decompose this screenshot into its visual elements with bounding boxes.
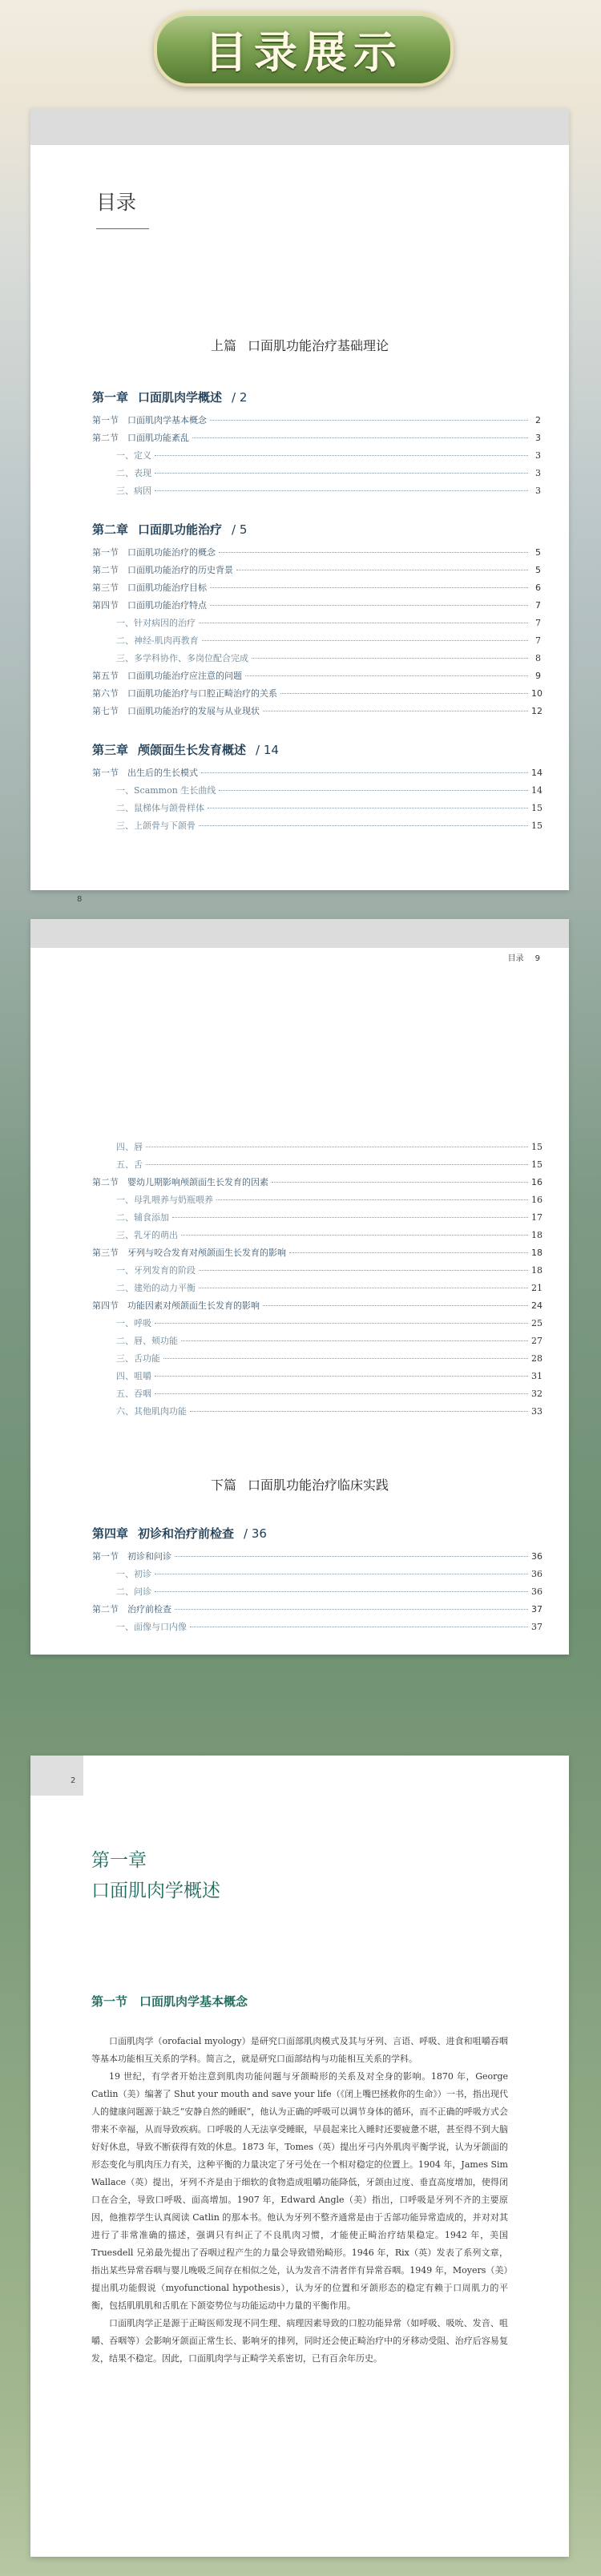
dot-leader — [210, 420, 528, 421]
toc-section-row[interactable] — [92, 581, 541, 599]
toc-subsection-row[interactable] — [92, 449, 541, 466]
toc-subsection-row[interactable] — [92, 1567, 541, 1585]
toc-section-row[interactable] — [92, 1550, 541, 1567]
dot-leader — [210, 587, 528, 588]
entry-title: 二、表现 — [116, 468, 151, 478]
dot-leader — [155, 1393, 528, 1394]
dot-leader — [155, 1591, 528, 1592]
paragraph: 口面肌肉学（orofacial myology）是研究口面部肌肉模式及其与牙列、言语、呼吸、进食和咀嚼吞咽等基本功能相互关系的学科。简言之，就是研究口面部结构与功能相互关系的学科。 — [91, 2036, 508, 2064]
entry-page-number: 16 — [531, 1177, 543, 1187]
toc-subsection-row[interactable] — [92, 1193, 541, 1211]
entry-title: 治疗前检查 — [127, 1604, 171, 1615]
toc-subsection-row[interactable] — [92, 466, 541, 484]
dot-leader — [263, 711, 528, 712]
page-number-tab — [30, 1756, 83, 1796]
dot-leader — [181, 1235, 528, 1236]
dot-leader — [252, 658, 528, 659]
dot-leader — [172, 1217, 528, 1218]
section-number: 第二节 — [92, 433, 119, 443]
dot-leader — [190, 1411, 528, 1412]
entry-title: 口面肌功能治疗特点 — [127, 600, 207, 611]
chapter-title: 颅颌面生长发育概述 — [138, 743, 247, 757]
entry-title: 二、问诊 — [116, 1586, 151, 1597]
entry-page-number: 7 — [535, 618, 541, 628]
entry-page-number: 5 — [535, 565, 541, 575]
part-title-lower — [30, 1475, 569, 1494]
toc-section-row[interactable] — [92, 1175, 541, 1193]
entry-title: 三、乳牙的萌出 — [116, 1230, 178, 1240]
toc-page-2 — [30, 919, 569, 1655]
running-head — [497, 951, 540, 963]
chapter-title: 口面肌肉学概述 — [138, 390, 223, 405]
entry-page-number: 10 — [531, 688, 543, 699]
toc-subsection-row[interactable] — [92, 1281, 541, 1299]
section-number: 第二节 — [92, 1177, 119, 1187]
entry-title: 口面肌功能治疗目标 — [127, 583, 207, 593]
entry-page-number: 7 — [535, 600, 541, 611]
entry-title: 三、病因 — [116, 486, 151, 496]
entry-title: 出生后的生长模式 — [127, 768, 198, 778]
entry-title: 三、多学科协作、多岗位配合完成 — [116, 653, 248, 663]
entry-page-number: 3 — [535, 486, 541, 496]
entry-title: 一、呼吸 — [116, 1318, 151, 1328]
toc-subsection-row[interactable] — [92, 801, 541, 819]
part-name: 口面肌功能治疗临床实践 — [248, 1477, 389, 1493]
toc-subsection-row[interactable] — [92, 1211, 541, 1228]
chapter-page: / 14 — [256, 743, 279, 757]
section-title: 第一节 口面肌肉学基本概念 — [91, 1994, 248, 2009]
toc-section-row[interactable] — [92, 687, 541, 704]
section-number: 第五节 — [92, 671, 119, 681]
entry-page-number: 6 — [535, 583, 541, 593]
dot-leader — [272, 1182, 528, 1183]
entry-title: 二、建殆的动力平衡 — [116, 1283, 196, 1293]
toc-subsection-row[interactable] — [92, 484, 541, 502]
section-number: 第二节 — [92, 565, 119, 575]
entry-title: 牙列与咬合发育对颅颌面生长发育的影响 — [127, 1248, 286, 1258]
entry-title: 一、针对病因的治疗 — [116, 618, 196, 628]
dot-leader — [202, 640, 528, 641]
entry-page-number: 3 — [535, 433, 541, 443]
entry-page-number: 28 — [531, 1353, 543, 1364]
entry-title: 口面肌功能治疗应注意的问题 — [127, 671, 242, 681]
toc-heading: 目录 — [96, 191, 137, 214]
chapter-title: 口面肌肉学概述 — [91, 1881, 220, 1901]
chapter-page: / 36 — [244, 1526, 267, 1541]
entry-title: 一、面像与口内像 — [116, 1622, 187, 1632]
toc-section-row[interactable] — [92, 599, 541, 616]
toc-subsection-row[interactable] — [92, 1352, 541, 1369]
toc-page-1 — [30, 108, 569, 904]
entry-page-number: 25 — [531, 1318, 543, 1328]
toc-section-row[interactable] — [92, 546, 541, 563]
chapter-title: 初诊和治疗前检查 — [138, 1526, 235, 1541]
entry-page-number: 18 — [531, 1265, 543, 1276]
dot-leader — [201, 772, 528, 773]
entry-page-number: 5 — [535, 547, 541, 558]
dot-leader — [155, 1323, 528, 1324]
toc-subsection-row[interactable] — [92, 616, 541, 634]
page-number: 2 — [71, 1776, 76, 1785]
section-number: 第三节 — [92, 1248, 119, 1258]
entry-page-number: 27 — [531, 1336, 543, 1346]
entry-page-number: 17 — [531, 1212, 543, 1223]
toc-heading-rule — [96, 228, 149, 229]
entry-title: 一、牙列发育的阶段 — [116, 1265, 196, 1276]
entry-page-number: 33 — [531, 1406, 543, 1417]
section-number: 第四节 — [92, 1300, 119, 1311]
paragraph: 19 世纪，有学者开始注意到肌肉功能问题与牙颌畸形的关系及对全身的影响。1870 年，George Catlin（美）编著了 Shut your mouth and save your life（《闭上嘴巴拯救你的生命》）一书，指出现代人的健康问题源于缺乏“安静自然的睡眠”，他认为正确的呼吸可以调节身体的循环，而不正确的呼吸方式会带来不幸福，从而导致疾病。口呼吸的人无法享受睡眠，早晨起来比入睡时还要疲惫不堪，甚至得不到大脑好好休息，导致不断获得有效的休息。1873 年，Tomes（英）提出牙弓内外肌肉平衡学说，认为牙颌面的形态变化与肌肉压力有关，这种平衡的力量决定了牙弓处在一个相对稳定的位置上。1904 年，James Sim Wallace（英）提出，牙列不齐是由于细软的食物造成咀嚼功能降低，牙颌由过度、垂直高度增加，使得闭口在合全，导致口呼吸、面高增加。1907 年，Edward Angle（美）指出，口呼吸是牙列不齐的主要原因，他推荐学生认真阅读 Catlin 的那本书。他认为牙列不整齐通常是由于舌部功能异常造成的，并对对其进行了非常准确的描述，强调只有纠正了不良肌肉习惯，才能使正畸治疗结果稳定。1942 年，美国 Truesdell 兄弟最先提出了吞咽过程产生的力量会导致错殆畸形。1946 年，Rix（英）发表了系列文章，指出某些异常吞咽与婴儿晚吸乏间存在相似之处，认为发音不清者伴有异常吞咽。1949 年，Moyers（美）提出肌功能假说（myofunctional hypothesis），认为牙的位置和牙颌形态的稳定有赖于口周肌力的平衡，包括肌肌肌和舌肌在下颌姿势位与功能运动中力量的平衡作用。 — [91, 2071, 508, 2311]
dot-leader — [175, 1609, 528, 1610]
entry-page-number: 15 — [531, 1142, 543, 1152]
section-number: 第一节 — [92, 768, 119, 778]
toc-subsection-row[interactable] — [92, 1316, 541, 1334]
toc-section-row[interactable] — [92, 1246, 541, 1264]
chapter-label: 第一章 — [91, 1850, 147, 1871]
section-number: 第七节 — [92, 706, 119, 716]
paragraph: 口面肌肉学正是源于正畸医师发现不同生理、病理因素导致的口腔功能异常（如呼吸、吸吮、发音、咀嚼、吞咽等）会影响牙颌面正常生长、影响牙的排列，同时还会使正畸治疗中的牙移动受阻、治疗后容易复发，结果不稳定。因此，口面肌肉学与正畸学关系密切，已有百余年历史。 — [91, 2318, 508, 2364]
toc-subsection-row[interactable] — [92, 1387, 541, 1405]
title-banner — [154, 11, 454, 87]
entry-title: 口面肌功能治疗与口腔正畸治疗的关系 — [127, 688, 277, 699]
entry-title: 三、舌功能 — [116, 1353, 160, 1364]
toc-subsection-row[interactable] — [92, 1264, 541, 1281]
toc-subsection-row[interactable] — [92, 1620, 541, 1638]
running-head-page: 9 — [534, 954, 540, 963]
chapter-number: 第四章 — [92, 1526, 129, 1541]
dot-leader — [280, 693, 528, 694]
page-number: 8 — [77, 895, 83, 904]
running-head-text: 目录 — [507, 954, 524, 963]
toc-section-row[interactable] — [92, 431, 541, 449]
entry-page-number: 14 — [531, 768, 543, 778]
toc-subsection-row[interactable] — [92, 1158, 541, 1175]
toc-subsection-row[interactable] — [92, 784, 541, 801]
chapter-page: / 5 — [232, 522, 248, 537]
entry-title: 一、定义 — [116, 450, 151, 461]
entry-page-number: 15 — [531, 1159, 543, 1170]
entry-page-number: 14 — [531, 785, 543, 796]
entry-title: 四、咀嚼 — [116, 1371, 151, 1381]
entry-page-number: 37 — [531, 1604, 543, 1615]
entry-title: 二、辅食添加 — [116, 1212, 169, 1223]
toc-section-row[interactable] — [92, 413, 541, 431]
entry-title: 一、Scammon 生长曲线 — [116, 785, 216, 796]
toc-list-chapter-4 — [92, 1525, 541, 1638]
entry-title: 一、母乳喂养与奶瓶喂养 — [116, 1195, 213, 1205]
entry-page-number: 24 — [531, 1300, 543, 1311]
entry-title: 口面肌肉学基本概念 — [127, 415, 207, 425]
dot-leader — [199, 825, 528, 826]
page-header-band — [30, 108, 569, 145]
dot-leader — [199, 1270, 528, 1271]
entry-page-number: 32 — [531, 1389, 543, 1399]
entry-title: 口面肌功能治疗的发展与从业现状 — [127, 706, 260, 716]
toc-subsection-row[interactable] — [92, 651, 541, 669]
toc-chapter-heading[interactable] — [92, 389, 541, 405]
chapter-title: 口面肌功能治疗 — [138, 522, 223, 537]
entry-page-number: 12 — [531, 706, 543, 716]
entry-title: 五、吞咽 — [116, 1389, 151, 1399]
entry-page-number: 18 — [531, 1248, 543, 1258]
chapter-number: 第一章 — [92, 390, 129, 405]
toc-subsection-row[interactable] — [92, 1228, 541, 1246]
entry-title: 三、上颌骨与下颌骨 — [116, 820, 196, 831]
toc-subsection-row[interactable] — [92, 819, 541, 836]
section-number: 第三节 — [92, 583, 119, 593]
toc-subsection-row[interactable] — [92, 634, 541, 651]
part-title-upper — [30, 336, 569, 354]
toc-section-row[interactable] — [92, 669, 541, 687]
dot-leader — [181, 1340, 528, 1341]
dot-leader — [219, 790, 528, 791]
entry-title: 口面肌功能治疗的概念 — [127, 547, 216, 558]
entry-title: 口面肌功能治疗的历史背景 — [127, 565, 233, 575]
dot-leader — [163, 1358, 528, 1359]
entry-page-number: 15 — [531, 803, 543, 813]
entry-page-number: 16 — [531, 1195, 543, 1205]
entry-page-number: 2 — [535, 415, 541, 425]
dot-leader — [146, 1164, 528, 1165]
entry-page-number: 37 — [531, 1622, 543, 1632]
banner-title: 目录展示 — [204, 26, 403, 78]
entry-page-number: 3 — [535, 468, 541, 478]
entry-title: 二、神经-肌肉再教育 — [116, 635, 199, 646]
dot-leader — [175, 1556, 528, 1557]
entry-title: 一、初诊 — [116, 1569, 151, 1579]
entry-page-number: 3 — [535, 450, 541, 461]
entry-page-number: 31 — [531, 1371, 543, 1381]
chapter-heading — [91, 1845, 220, 1906]
dot-leader — [155, 455, 528, 456]
entry-page-number: 36 — [531, 1569, 543, 1579]
entry-page-number: 21 — [531, 1283, 543, 1293]
dot-leader — [192, 437, 528, 438]
dot-leader — [210, 605, 528, 606]
toc-list-page-1 — [92, 389, 541, 836]
entry-page-number: 8 — [535, 653, 541, 663]
entry-title: 五、舌 — [116, 1159, 143, 1170]
toc-chapter-heading[interactable] — [92, 1525, 541, 1542]
entry-title: 初诊和问诊 — [127, 1551, 171, 1562]
dot-leader — [155, 473, 528, 474]
toc-chapter-heading[interactable] — [92, 521, 541, 538]
entry-page-number: 9 — [535, 671, 541, 681]
part-label: 下篇 — [210, 1477, 236, 1493]
toc-subsection-row[interactable] — [92, 1140, 541, 1158]
entry-page-number: 36 — [531, 1551, 543, 1562]
entry-page-number: 15 — [531, 820, 543, 831]
toc-list-page-2 — [92, 1140, 541, 1422]
entry-page-number: 7 — [535, 635, 541, 646]
toc-section-row[interactable] — [92, 704, 541, 722]
section-number: 第六节 — [92, 688, 119, 699]
dot-leader — [263, 1305, 528, 1306]
chapter-page: / 2 — [232, 390, 248, 405]
part-label: 上篇 — [210, 338, 236, 353]
entry-title: 六、其他肌肉功能 — [116, 1406, 187, 1417]
toc-section-row[interactable] — [92, 563, 541, 581]
toc-subsection-row[interactable] — [92, 1405, 541, 1422]
section-number: 第一节 — [92, 415, 119, 425]
section-number: 第二节 — [92, 1604, 119, 1615]
page-header-band — [30, 919, 569, 948]
entry-title: 功能因素对颅颌面生长发育的影响 — [127, 1300, 260, 1311]
chapter-number: 第三章 — [92, 743, 129, 757]
toc-chapter-heading[interactable] — [92, 741, 541, 758]
dot-leader — [289, 1252, 528, 1253]
toc-subsection-row[interactable] — [92, 1585, 541, 1602]
dot-leader — [245, 675, 528, 676]
toc-section-row[interactable] — [92, 1602, 541, 1620]
dot-leader — [219, 552, 528, 553]
dot-leader — [155, 1376, 528, 1377]
entry-title: 口面肌功能紊乱 — [127, 433, 189, 443]
entry-page-number: 36 — [531, 1586, 543, 1597]
toc-section-row[interactable] — [92, 1299, 541, 1316]
section-number: 第一节 — [92, 1551, 119, 1562]
entry-title: 四、唇 — [116, 1142, 143, 1152]
part-name: 口面肌功能治疗基础理论 — [248, 338, 389, 353]
toc-subsection-row[interactable] — [92, 1334, 541, 1352]
toc-section-row[interactable] — [92, 766, 541, 784]
chapter-number: 第二章 — [92, 522, 129, 537]
body-page — [30, 1756, 569, 2557]
entry-page-number: 18 — [531, 1230, 543, 1240]
section-number: 第一节 — [92, 547, 119, 558]
dot-leader — [216, 1199, 528, 1200]
toc-subsection-row[interactable] — [92, 1369, 541, 1387]
dot-leader — [155, 490, 528, 491]
body-text — [91, 2033, 508, 2368]
entry-title: 二、唇、颊功能 — [116, 1336, 178, 1346]
entry-title: 二、鼠梯体与颌骨样体 — [116, 803, 204, 813]
entry-title: 婴幼儿期影响颅颌面生长发育的因素 — [127, 1177, 268, 1187]
section-number: 第四节 — [92, 600, 119, 611]
